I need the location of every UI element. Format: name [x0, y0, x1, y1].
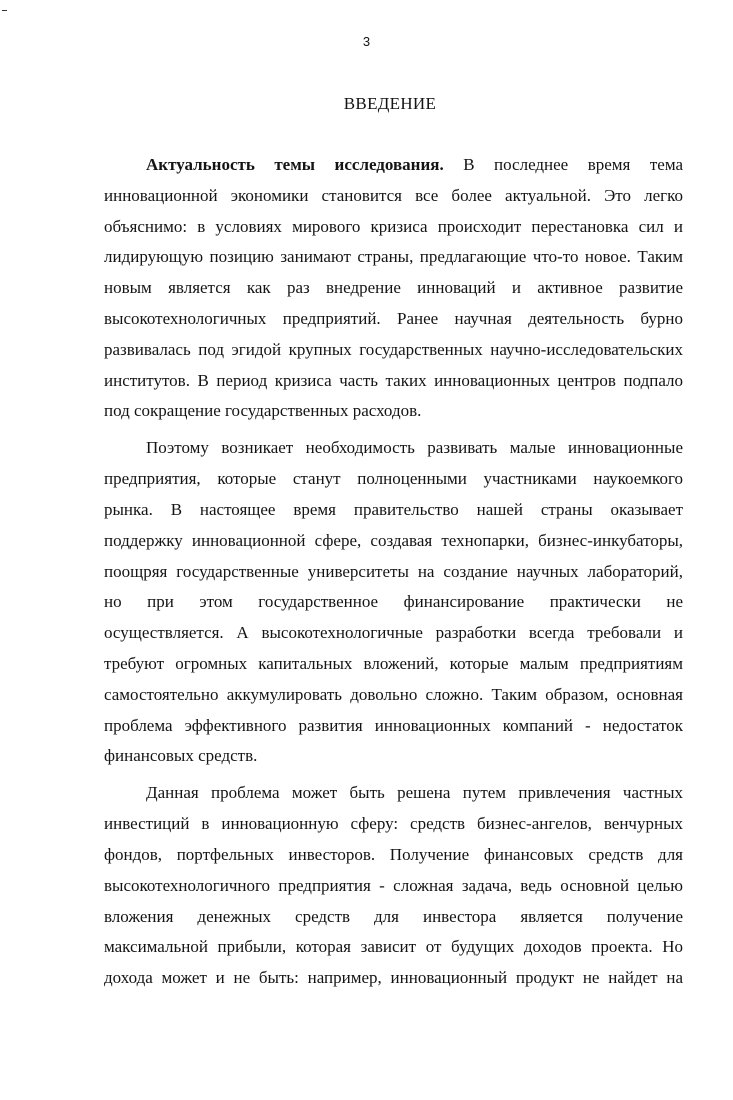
paragraph-line: вложения денежных средств для инвестора является получение [104, 906, 683, 926]
paragraph-line: рынка. В настоящее время правительство нашей страны оказывает [104, 499, 683, 519]
paragraph-line: самостоятельно аккумулировать довольно сложно. Таким образом, основная [104, 684, 683, 704]
section-heading: ВВЕДЕНИЕ [343, 94, 437, 113]
paragraph-line: но при этом государственное финансирование практически не [104, 592, 683, 612]
paragraph-line: Поэтому возникает необходимость развивать малые инновационные [146, 438, 683, 458]
paragraph-line: максимальной прибыли, которая зависит от будущих доходов проекта. Но [104, 937, 683, 957]
paragraph-line: объяснимо: в условиях мирового кризиса происходит перестановка сил и [104, 216, 683, 236]
paragraph-line: развивалась под эгидой крупных государственных научно-исследовательских [104, 339, 683, 359]
paragraph-line: фондов, портфельных инвесторов. Получение финансовых средств для [104, 844, 683, 864]
paragraph-line: высокотехнологичного предприятия - сложная задача, ведь основной целью [104, 875, 683, 895]
paragraph-line: осуществляется. А высокотехнологичные разработки всегда требовали и [104, 623, 683, 643]
document-body [104, 150, 683, 1000]
paragraph-line: проблема эффективного развития инновационных компаний - недостаток [104, 715, 683, 735]
line-text: В последнее время тема [443, 155, 684, 174]
paragraph-2 [104, 433, 683, 772]
paragraph-line: Данная проблема может быть решена путем привлечения частных [146, 783, 683, 803]
paragraph-line: под сокращение государственных расходов. [104, 401, 422, 421]
paragraph-line: предприятия, которые станут полноценными участниками наукоемкого [104, 469, 683, 489]
paragraph-line: финансовых средств. [104, 746, 258, 766]
paragraph-3 [104, 778, 683, 994]
paragraph-line: инновационной экономики становится все более актуальной. Это легко [104, 185, 683, 205]
paragraph-line: дохода может и не быть: например, инновационный продукт не найдет на [104, 968, 683, 988]
paragraph-line [104, 150, 683, 181]
paragraph-line: институтов. В период кризиса часть таких инновационных центров подпало [104, 370, 683, 390]
paragraph-line: инвестиций в инновационную сферу: средств бизнес-ангелов, венчурных [104, 814, 683, 834]
paragraph-line: лидирующую позицию занимают страны, предлагающие что-то новое. Таким [104, 247, 683, 267]
page-number: 3 [362, 34, 371, 49]
paragraph-line: поощряя государственные университеты на создание научных лабораторий, [104, 561, 683, 581]
paragraph-line: новым является как раз внедрение инноваций и активное развитие [104, 278, 683, 298]
paragraph-line: высокотехнологичных предприятий. Ранее научная деятельность бурно [104, 308, 683, 328]
scan-corner-mark [2, 10, 7, 11]
paragraph-line: поддержку инновационной сфере, создавая технопарки, бизнес-инкубаторы, [104, 530, 683, 550]
bold-lead-phrase: Актуальность темы исследования. [146, 155, 444, 174]
paragraph-line: требуют огромных капитальных вложений, которые малым предприятиям [104, 653, 683, 673]
paragraph-1 [104, 150, 683, 427]
